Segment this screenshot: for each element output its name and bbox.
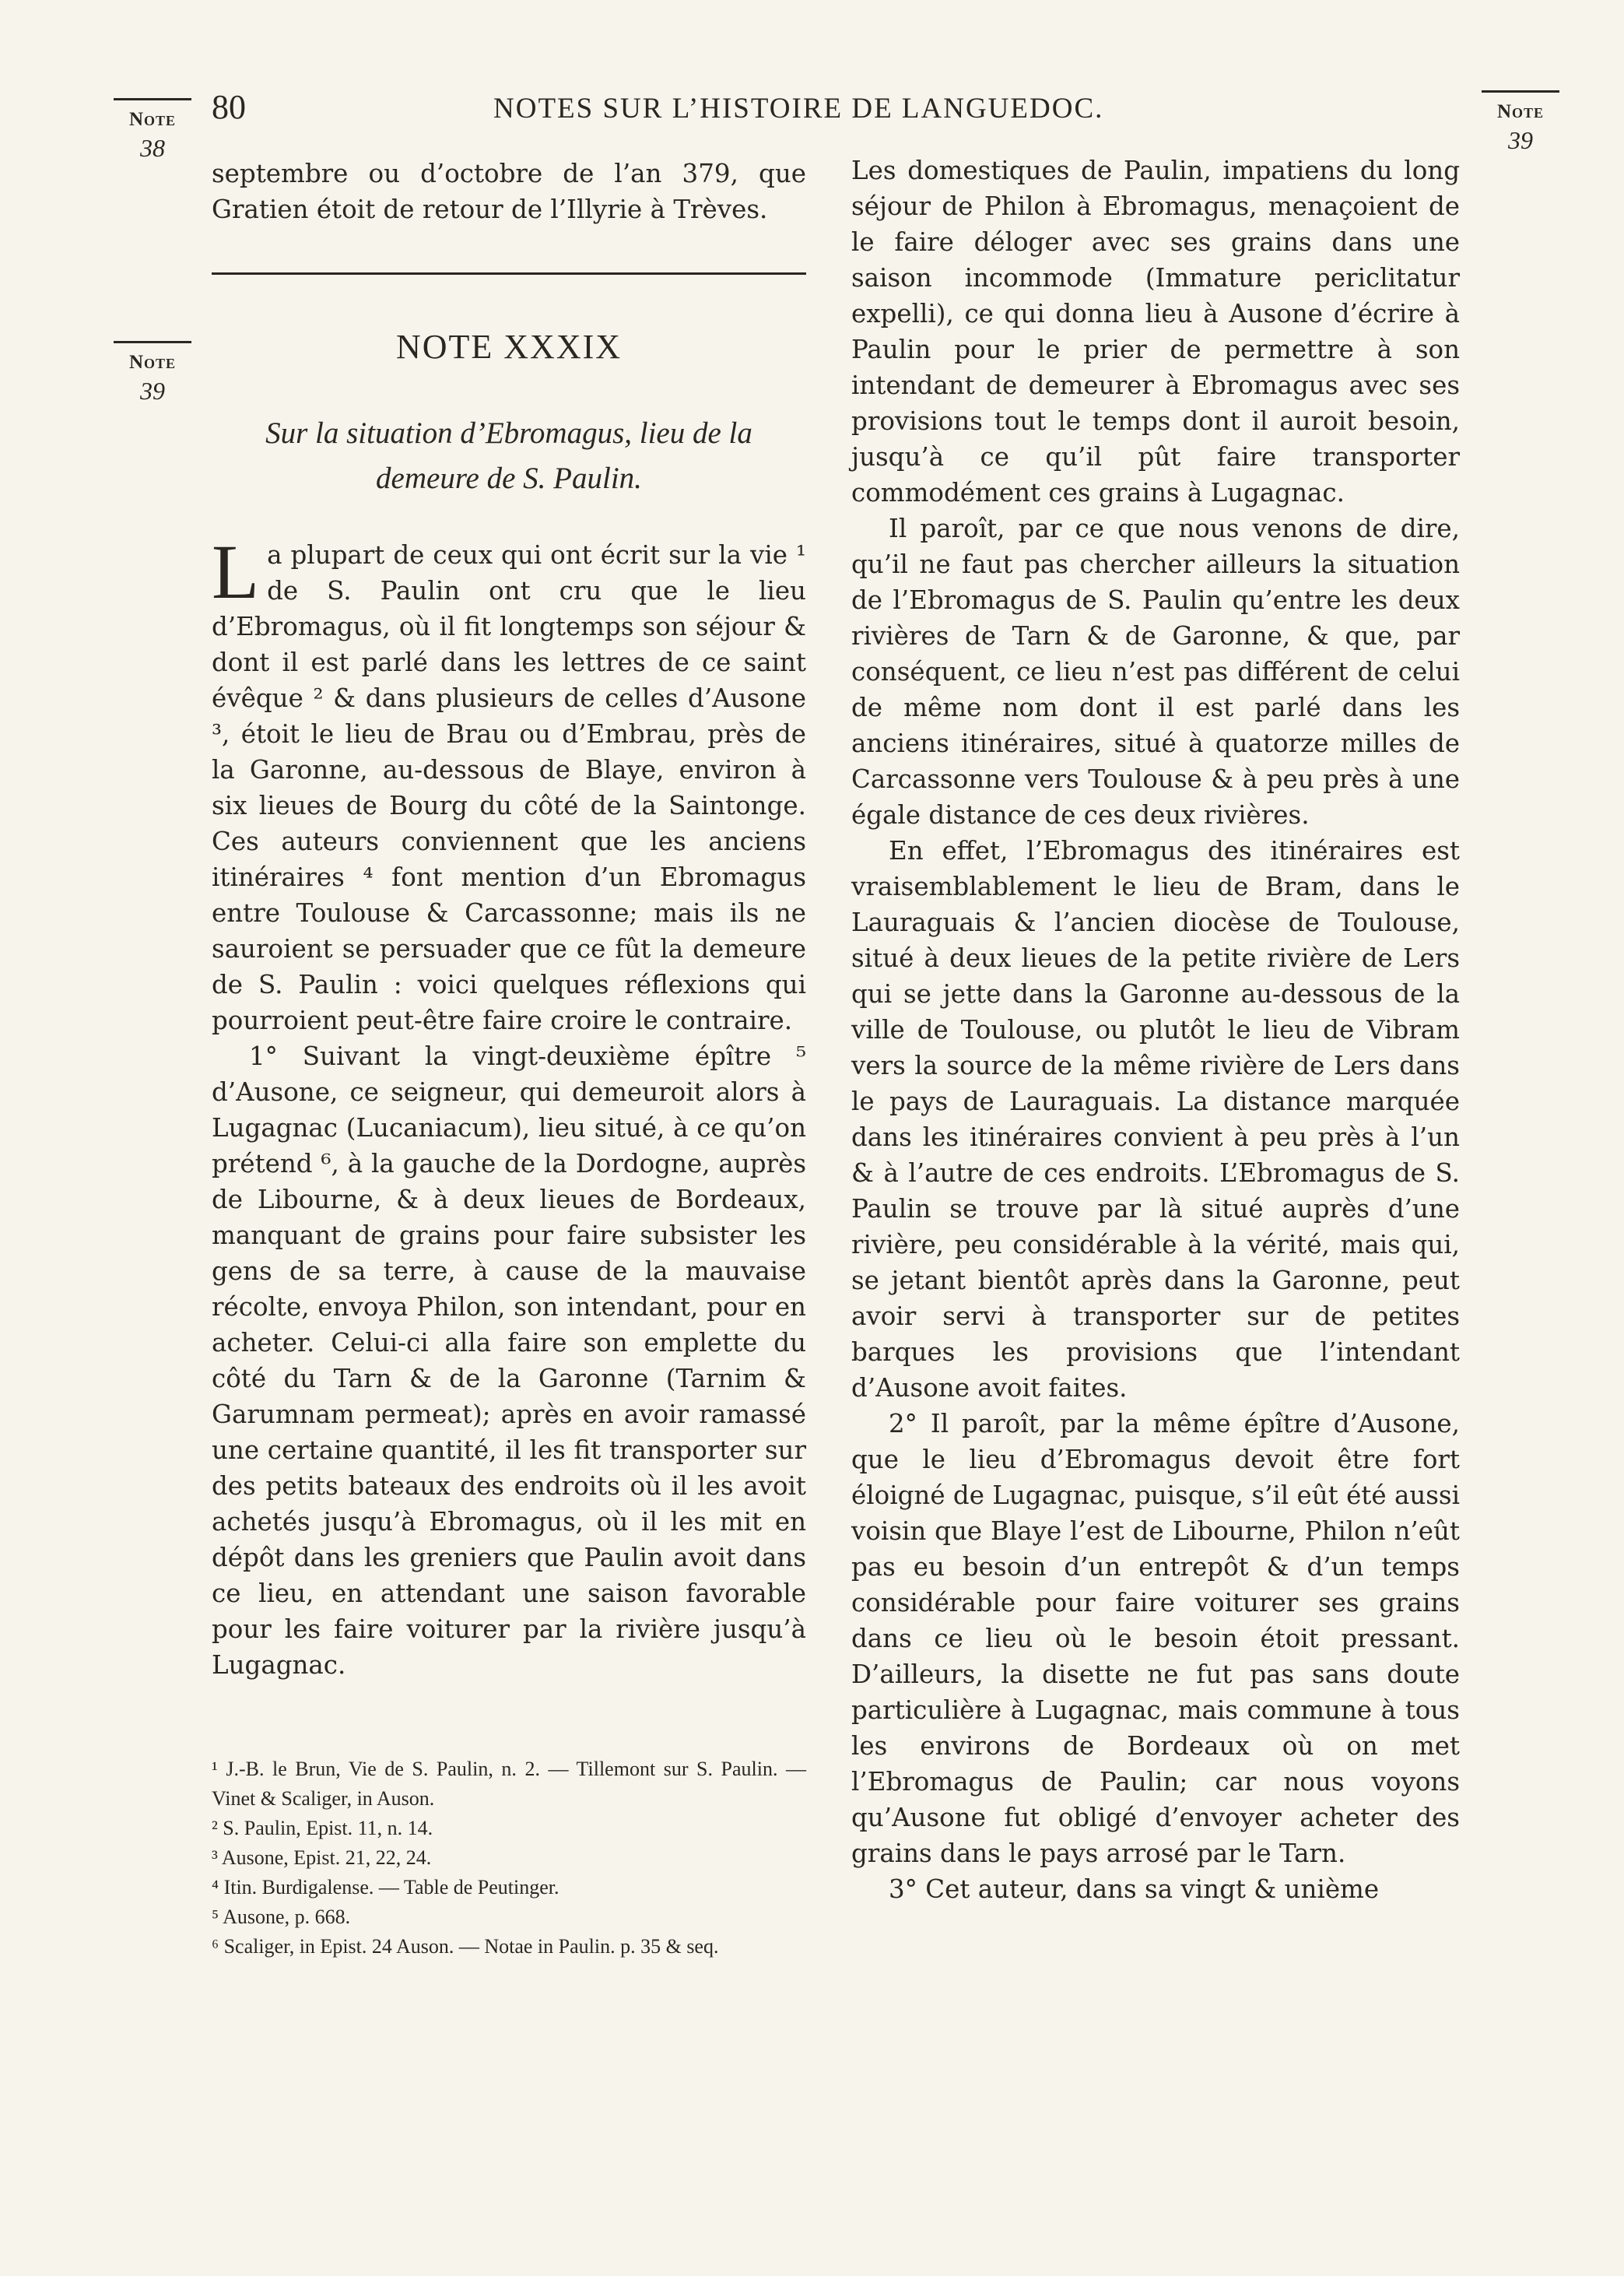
footnote-1: ¹ J.-B. le Brun, Vie de S. Paulin, n. 2. — Tillemont sur S. Paulin. — Vinet & Scaliger, in Auson. <box>212 1758 806 1810</box>
paragraph-2: 1° Suivant la vingt-deuxième épître ⁵ d’Ausone, ce seigneur, qui demeuroit alors à Lugagnac (Lucaniacum), lieu situé, à ce qu’on prétend ⁶, à la gauche de la Dordogne, auprès de Libourne, & à deux lieues de Bordeaux, manquant de grains pour faire subsister les gens de sa terre, à cause de la mauvaise récolte, envoya Philon, son intendant, pour en acheter. Celui-ci alla faire son emplette du côté du Tarn & de la Garonne (Tarnim & Garumnam permeat); après en avoir ramassé une certaine quantité, il les fit transporter sur des petits bateaux des endroits où il les avoit achetés jusqu’à Ebromagus, où il les mit en dépôt dans les greniers que Paulin avoit dans ce lieu, en attendant une saison favorable pour les faire voiturer par la rivière jusqu’à Lugagnac. <box>212 1041 806 1680</box>
footnote-6: ⁶ Scaliger, in Epist. 24 Auson. — Notae in Paulin. p. 35 & seq. <box>212 1935 719 1958</box>
running-title: NOTES SUR L’HISTOIRE DE LANGUEDOC. <box>493 93 1104 125</box>
right-paragraph-5: 3° Cet auteur, dans sa vingt & unième <box>889 1874 1380 1904</box>
right-paragraph-4: 2° Il paroît, par la même épître d’Ausone, que le lieu d’Ebromagus devoit être fort éloigné de Lugagnac, puisque, s’il eût été aussi voisin que Blaye l’est de Libourne, Philon n’eût pas eu besoin d’un entrepôt & d’un temps considérable pour faire voiturer ses grains dans ce lieu où le besoin étoit pressant. D’ailleurs, la disette ne fut pas sans doute particulière à Lugagnac, mais commune à tous les environs de Bordeaux où on met l’Ebromagus de Paulin; car nous voyons qu’Ausone fut obligé d’envoyer acheter des grains dans le pays arrosé par le Tarn. <box>851 1409 1460 1868</box>
footnote-5: ⁵ Ausone, p. 668. <box>212 1905 351 1928</box>
footnote-2: ² S. Paulin, Epist. 11, n. 14. <box>212 1817 433 1839</box>
right-paragraph-3: En effet, l’Ebromagus des itinéraires est vraisemblablement le lieu de Bram, dans le Lauraguais & l’ancien diocèse de Toulouse, situé à deux lieues de la petite rivière de Lers qui se jette dans la Garonne au-dessous de la ville de Toulouse, ou plutôt le lieu de Vibram vers la source de la même rivière de Lers dans le pays de Lauraguais. La distance marquée dans les itinéraires convient à peu près à l’un & à l’autre de ces endroits. L’Ebromagus de S. Paulin se trouve par là situé auprès d’une rivière, peu considérable à la vérité, mais qui, se jetant bientôt après dans la Garonne, peut avoir servi à transporter sur de petites barques les provisions que l’intendant d’Ausone avoit faites. <box>851 836 1460 1403</box>
page-number: 80 <box>212 88 246 126</box>
intro-paragraph: septembre ou d’octobre de l’an 379, que Gratien étoit de retour de l’Illyrie à Trèves. <box>212 159 806 224</box>
right-paragraph-2: Il paroît, par ce que nous venons de dire, qu’il ne faut pas chercher ailleurs la situation de l’Ebromagus de S. Paulin qu’entre les deux rivières de Tarn & de Garonne, & que, par conséquent, ce lieu n’est pas différent de celui de même nom dont il est parlé dans les anciens itinéraires, situé à quatorze milles de Carcassonne vers Toulouse & à peu près à une égale distance de ces deux rivières. <box>851 514 1460 830</box>
margin-note-number: 39 <box>1508 126 1533 154</box>
paragraph-1 <box>212 529 806 1038</box>
margin-note-38 <box>114 109 191 163</box>
page-header <box>212 87 1605 134</box>
section-divider <box>212 272 806 275</box>
footnotes <box>212 1754 806 1962</box>
margin-note-label: Note <box>128 352 177 373</box>
margin-note-39-left <box>114 352 191 406</box>
dropcap-letter: L <box>212 529 260 615</box>
right-paragraph-1: Les domestiques de Paulin, impatiens du long séjour de Philon à Ebromagus, menaçoient de le faire déloger avec ses grains dans une saison incommode (Immature periclitatur expelli), ce qui donna lieu à Ausone d’écrire à Paulin pour le prier de permettre à son intendant de demeurer à Ebromagus avec ses provisions tout le temps dont il auroit besoin, jusqu’à ce qu’il pût faire transporter commodément ces grains à Lugagnac. <box>851 156 1460 508</box>
paragraph-1-text: a plupart de ceux qui ont écrit sur la vie ¹ de S. Paulin ont cru que le lieu d’Ebromagus, où il fit longtemps son séjour & dont il est parlé dans les lettres de ce saint évêque ² & dans plusieurs de celles d’Ausone ³, étoit le lieu de Brau ou d’Embrau, près de la Garonne, au-dessous de Blaye, environ à six lieues de Bourg du côté de la Saintonge. Ces auteurs conviennent que les anciens itinéraires ⁴ font mention d’un Ebromagus entre Toulouse & Carcassonne; mais ils ne sauroient se persuader que ce fût la demeure de S. Paulin : voici quelques réflexions qui pourroient peut-être faire croire le contraire. <box>212 540 806 1035</box>
margin-rule-top-left <box>114 98 191 100</box>
margin-note-number: 38 <box>140 134 165 162</box>
margin-note-label: Note <box>128 109 177 130</box>
note-subtitle: Sur la situation d’Ebromagus, lieu de la demeure de S. Paulin. <box>265 416 752 495</box>
margin-note-label: Note <box>1496 101 1545 122</box>
margin-rule-mid-left <box>114 341 191 343</box>
left-intro <box>212 156 806 227</box>
footnote-4: ⁴ Itin. Burdigalense. — Table de Peutinger. <box>212 1876 559 1898</box>
footnote-3: ³ Ausone, Epist. 21, 22, 24. <box>212 1846 432 1869</box>
right-body <box>851 153 1460 1907</box>
note-title: NOTE XXXIX <box>395 328 623 366</box>
margin-note-number: 39 <box>140 377 165 405</box>
left-body <box>212 529 806 1683</box>
